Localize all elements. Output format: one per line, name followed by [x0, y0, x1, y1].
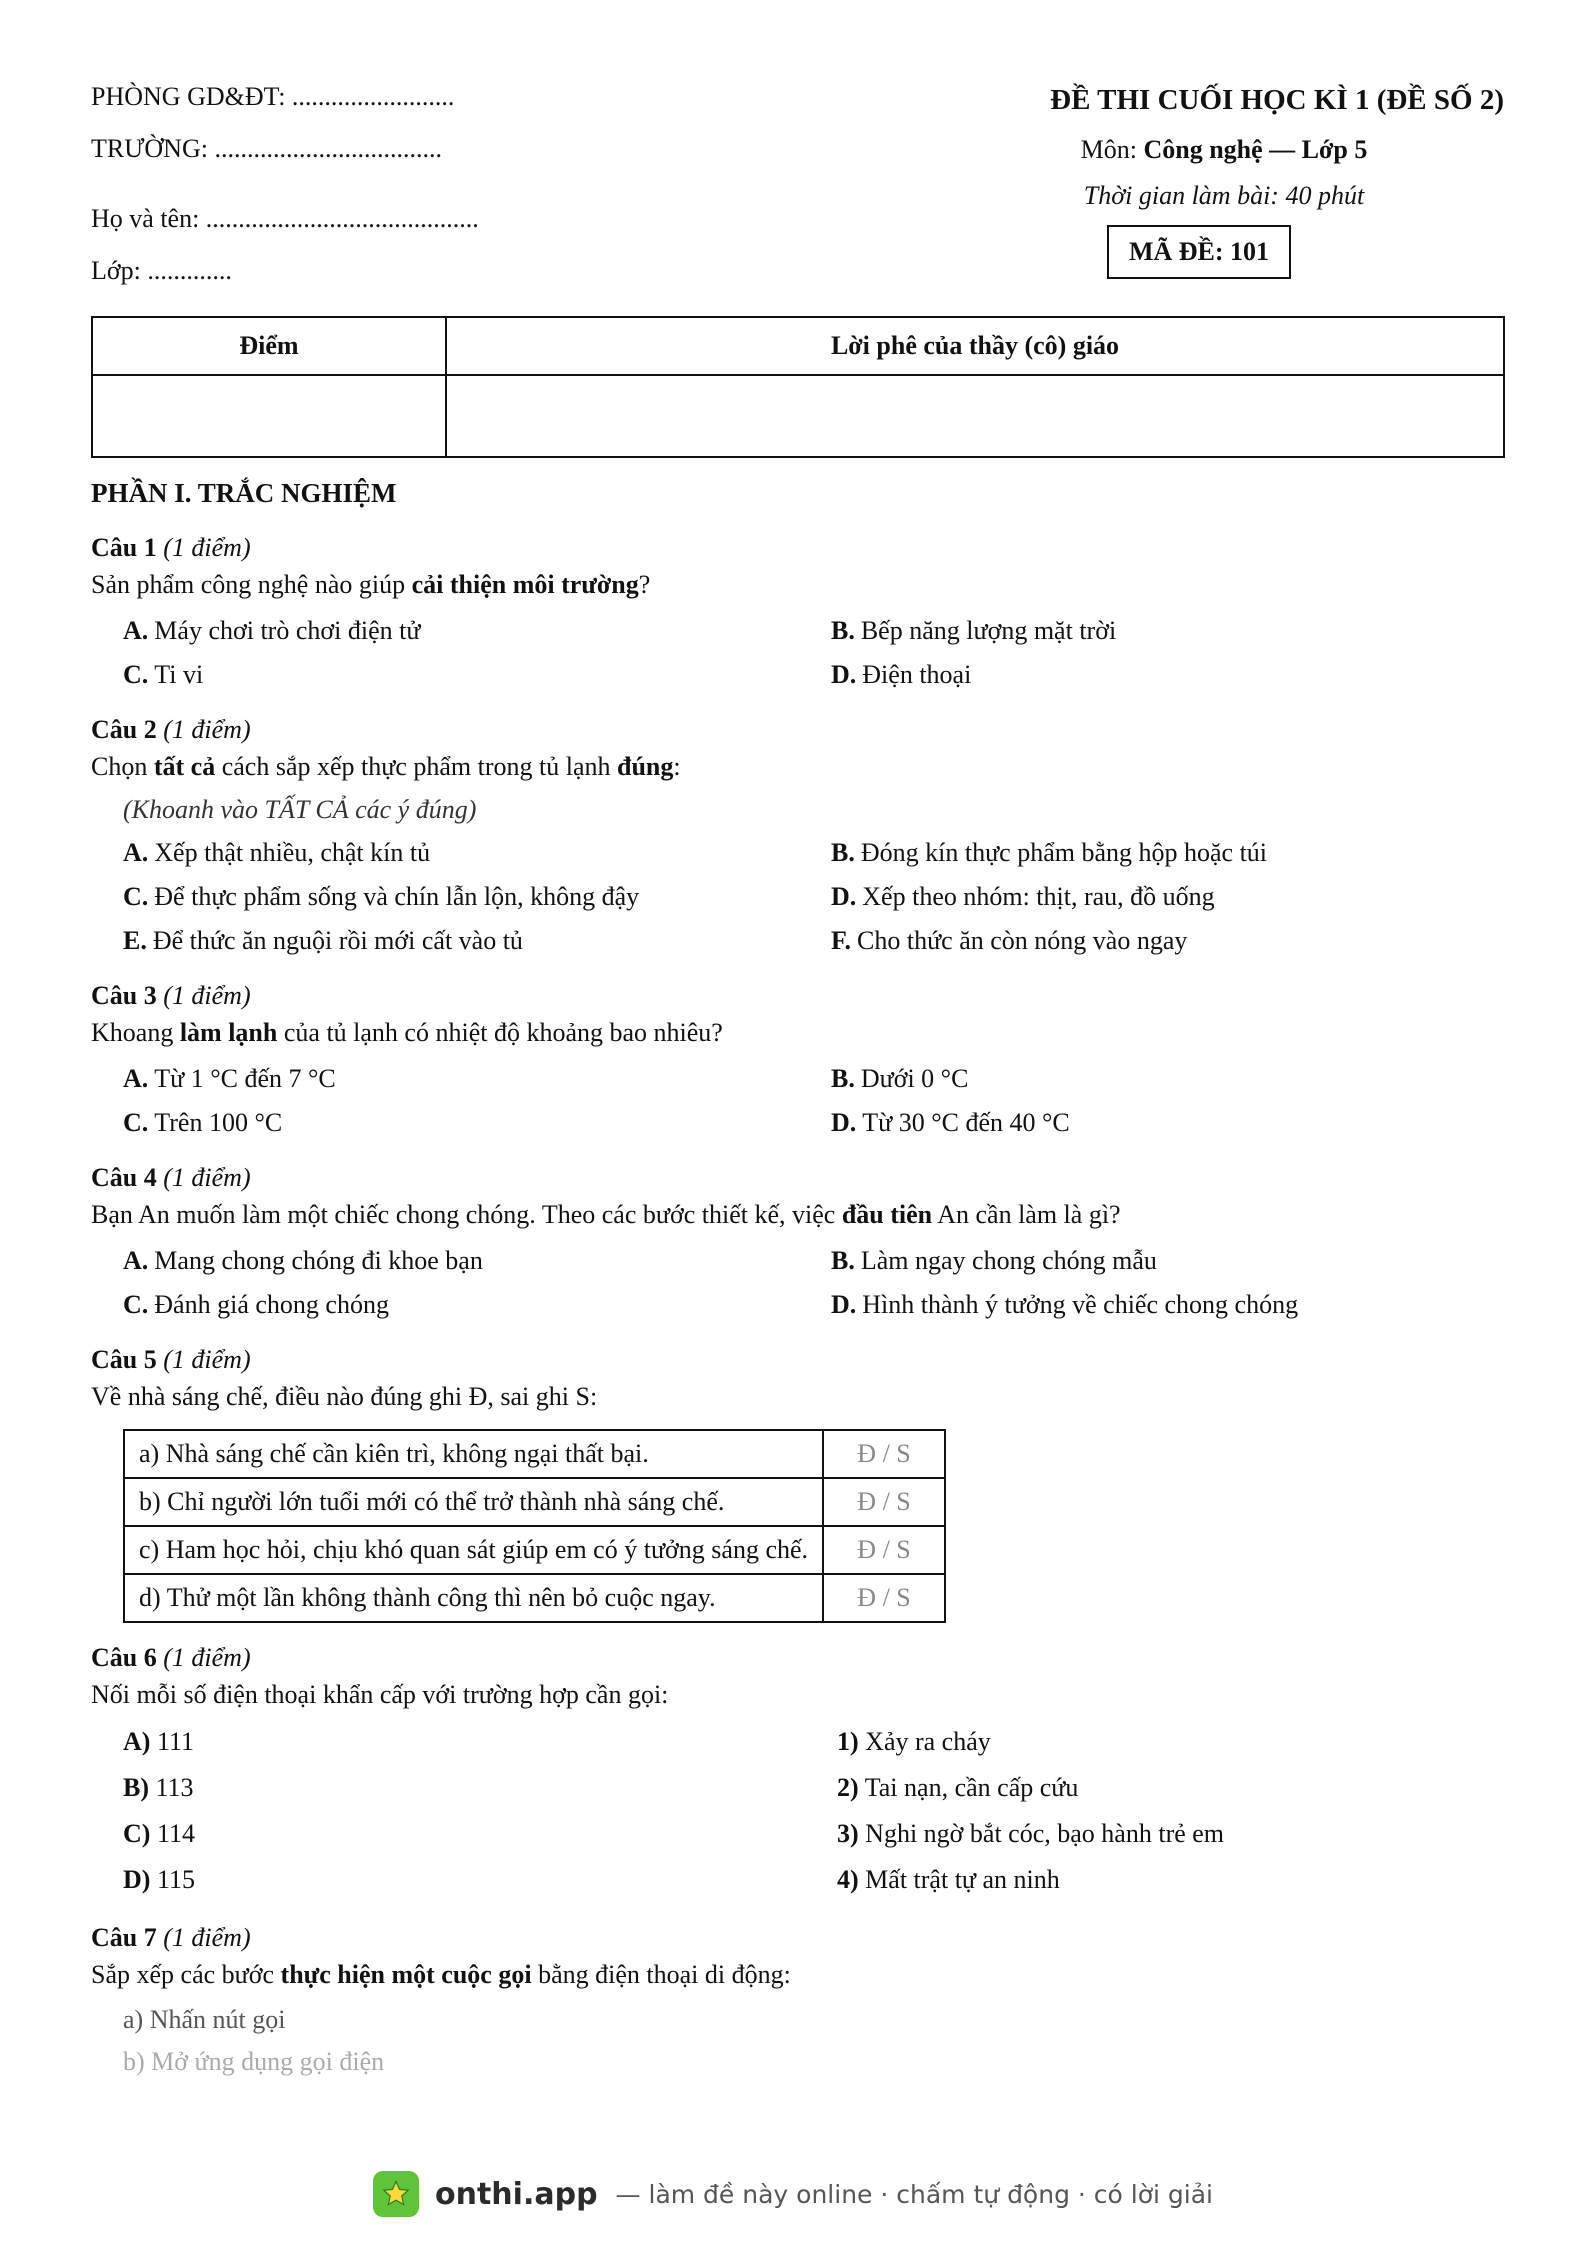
q4-stem-c: An cần làm là gì?: [932, 1200, 1121, 1229]
q3-option-d[interactable]: [831, 1103, 1531, 1143]
statement: b) Chỉ người lớn tuổi mới có thể trở thành nhà sáng chế.: [124, 1478, 823, 1526]
match-text: Mất trật tự an ninh: [865, 1865, 1060, 1894]
q4-title: Câu 4: [91, 1163, 157, 1192]
q3-option-a[interactable]: [123, 1059, 831, 1099]
exam-code: MÃ ĐỀ: 101: [1107, 225, 1291, 279]
option-text: Để thức ăn nguội rồi mới cất vào tủ: [152, 926, 523, 955]
q2-stem-d: đúng: [617, 752, 674, 781]
score-cell[interactable]: [92, 375, 446, 457]
q3-title: Câu 3: [91, 981, 157, 1010]
statement: c) Ham học hỏi, chịu khó quan sát giúp em có ý tưởng sáng chế.: [124, 1526, 823, 1574]
q3-options: [91, 1059, 1511, 1143]
q4-option-c[interactable]: [123, 1285, 831, 1325]
table-row: [124, 1430, 945, 1478]
match-text: Nghi ngờ bắt cóc, bạo hành trẻ em: [865, 1819, 1225, 1848]
q7-title: Câu 7: [91, 1923, 157, 1952]
option-key: C.: [123, 882, 149, 911]
match-text: 113: [155, 1773, 194, 1802]
q2-points: (1 điểm): [163, 715, 251, 744]
q6-stem: Nối mỗi số điện thoại khẩn cấp với trường hợp cần gọi:: [91, 1680, 669, 1709]
q2-stem: [91, 747, 1511, 787]
statement: d) Thử một lần không thành công thì nên bỏ cuộc ngay.: [124, 1574, 823, 1622]
q7-stem: [91, 1955, 1511, 1995]
q5-stem: Về nhà sáng chế, điều nào đúng ghi Đ, sai ghi S:: [91, 1382, 598, 1411]
option-text: Dưới 0 °C: [860, 1064, 969, 1093]
question-3: [91, 979, 1511, 1143]
match-text: 111: [156, 1727, 195, 1756]
hoten-field: Họ và tên: ..........................................: [91, 204, 479, 233]
match-key: 2): [837, 1773, 859, 1802]
table-row: [124, 1478, 945, 1526]
question-5: [91, 1343, 1511, 1623]
score-header: Điểm: [92, 317, 446, 375]
q2-option-e[interactable]: [123, 921, 831, 961]
q5-title: Câu 5: [91, 1345, 157, 1374]
match-text: 114: [156, 1819, 195, 1848]
statement: a) Nhà sáng chế cần kiên trì, không ngại thất bại.: [124, 1430, 823, 1478]
option-text: Cho thức ăn còn nóng vào ngay: [857, 926, 1188, 955]
comment-header: Lời phê của thầy (cô) giáo: [446, 317, 1504, 375]
q3-stem-b: làm lạnh: [179, 1018, 278, 1047]
question-1: [91, 531, 1511, 695]
option-text: Từ 30 °C đến 40 °C: [862, 1108, 1070, 1137]
q2-option-a[interactable]: [123, 833, 831, 873]
option-text: Làm ngay chong chóng mẫu: [860, 1246, 1157, 1275]
option-key: C.: [123, 1290, 149, 1319]
q6-title: Câu 6: [91, 1643, 157, 1672]
option-key: D.: [831, 1290, 857, 1319]
option-text: Từ 1 °C đến 7 °C: [154, 1064, 336, 1093]
section-title: PHẦN I. TRẮC NGHIỆM: [91, 478, 397, 508]
q1-title: Câu 1: [91, 533, 157, 562]
option-key: B.: [831, 616, 855, 645]
match-key: 3): [837, 1819, 859, 1848]
footer-tagline: — làm đề này online · chấm tự động · có lời giải: [615, 2179, 1213, 2209]
true-false-mark[interactable]: Đ / S: [823, 1526, 945, 1574]
question-7: [91, 1921, 1511, 2083]
q4-option-a[interactable]: [123, 1241, 831, 1281]
lop-field: Lớp: .............: [91, 256, 232, 285]
footer-banner[interactable]: [0, 2160, 1586, 2228]
option-key: D.: [831, 882, 857, 911]
true-false-mark[interactable]: Đ / S: [823, 1430, 945, 1478]
match-left-a[interactable]: [123, 1719, 837, 1765]
step-item[interactable]: b) Mở ứng dụng gọi điện: [123, 2047, 385, 2076]
match-left-b[interactable]: [123, 1765, 837, 1811]
q7-points: (1 điểm): [163, 1923, 251, 1952]
option-text: Xếp theo nhóm: thịt, rau, đồ uống: [862, 882, 1215, 911]
q6-points: (1 điểm): [163, 1643, 251, 1672]
q1-option-d[interactable]: [831, 655, 1531, 695]
q2-options: [91, 833, 1511, 961]
exam-content: [91, 478, 1511, 2083]
option-key: B.: [831, 838, 855, 867]
match-key: B): [123, 1773, 149, 1802]
q1-stem-a: Sản phẩm công nghệ nào giúp: [91, 570, 412, 599]
q1-stem-b: cải thiện môi trường: [411, 570, 639, 599]
option-key: A.: [123, 616, 149, 645]
option-text: Để thực phẩm sống và chín lẫn lộn, không đậy: [154, 882, 640, 911]
option-key: A.: [123, 1064, 149, 1093]
option-key: A.: [123, 838, 149, 867]
q1-points: (1 điểm): [163, 533, 251, 562]
option-text: Mang chong chóng đi khoe bạn: [154, 1246, 483, 1275]
q1-options: [91, 611, 1511, 695]
match-key: 4): [837, 1865, 859, 1894]
q4-stem: [91, 1195, 1511, 1235]
match-right-1[interactable]: [837, 1719, 1537, 1765]
q4-option-b[interactable]: [831, 1241, 1531, 1281]
q1-stem: [91, 565, 1511, 605]
option-key: D.: [831, 1108, 857, 1137]
q2-option-d[interactable]: [831, 877, 1531, 917]
q3-points: (1 điểm): [163, 981, 251, 1010]
question-2: [91, 713, 1511, 961]
q6-matching: [91, 1719, 1511, 1903]
q4-option-d[interactable]: [831, 1285, 1531, 1325]
q7-steps: [91, 1999, 1511, 2083]
option-text: Máy chơi trò chơi điện tử: [154, 616, 421, 645]
q2-stem-b: tất cả: [153, 752, 216, 781]
table-row: [124, 1574, 945, 1622]
step-item[interactable]: a) Nhấn nút gọi: [123, 2005, 286, 2034]
option-key: E.: [123, 926, 147, 955]
option-text: Xếp thật nhiều, chật kín tủ: [154, 838, 431, 867]
table-row: [124, 1526, 945, 1574]
q2-stem-e: :: [673, 752, 681, 781]
q3-option-c[interactable]: [123, 1103, 831, 1143]
q1-option-a[interactable]: [123, 611, 831, 651]
q7-stem-c: bằng điện thoại di động:: [531, 1960, 791, 1989]
q7-stem-a: Sắp xếp các bước: [91, 1960, 281, 1989]
true-false-mark[interactable]: Đ / S: [823, 1574, 945, 1622]
option-text: Hình thành ý tưởng về chiếc chong chóng: [862, 1290, 1299, 1319]
q2-title: Câu 2: [91, 715, 157, 744]
question-6: [91, 1641, 1511, 1903]
exam-title: ĐỀ THI CUỐI HỌC KÌ 1 (ĐỀ SỐ 2): [1050, 84, 1504, 116]
q4-points: (1 điểm): [163, 1163, 251, 1192]
truong-field: TRƯỜNG: ...................................: [91, 134, 442, 163]
option-key: A.: [123, 1246, 149, 1275]
comment-cell[interactable]: [446, 375, 1504, 457]
exam-subject: [944, 135, 1504, 165]
q1-option-b[interactable]: [831, 611, 1531, 651]
subject-name: Công nghệ — Lớp 5: [1143, 135, 1368, 164]
match-key: D): [123, 1865, 151, 1894]
match-text: Xảy ra cháy: [865, 1727, 991, 1756]
q7-stem-b: thực hiện một cuộc gọi: [280, 1960, 532, 1989]
option-text: Đánh giá chong chóng: [154, 1290, 389, 1319]
match-text: 115: [156, 1865, 195, 1894]
q4-options: [91, 1241, 1511, 1325]
match-key: 1): [837, 1727, 859, 1756]
match-key: C): [123, 1819, 151, 1848]
question-4: [91, 1161, 1511, 1325]
match-right-3[interactable]: [837, 1811, 1537, 1857]
option-key: B.: [831, 1064, 855, 1093]
q5-points: (1 điểm): [163, 1345, 251, 1374]
subject-prefix: Môn:: [1080, 135, 1144, 164]
q2-option-f[interactable]: [831, 921, 1531, 961]
score-table: [91, 316, 1505, 458]
match-text: Tai nạn, cần cấp cứu: [864, 1773, 1079, 1802]
onthi-logo-icon: [373, 2171, 419, 2217]
option-text: Đóng kín thực phẩm bằng hộp hoặc túi: [860, 838, 1268, 867]
q3-option-b[interactable]: [831, 1059, 1531, 1099]
match-right-4[interactable]: [837, 1857, 1537, 1903]
q2-option-b[interactable]: [831, 833, 1531, 873]
match-left-c[interactable]: [123, 1811, 837, 1857]
header-right: [944, 84, 1504, 279]
q2-option-c[interactable]: [123, 877, 831, 917]
q2-note: (Khoanh vào TẤT CẢ các ý đúng): [123, 795, 477, 824]
exam-time: Thời gian làm bài: 40 phút: [1083, 181, 1365, 210]
q1-stem-c: ?: [638, 570, 651, 599]
match-left-d[interactable]: [123, 1857, 837, 1903]
option-key: B.: [831, 1246, 855, 1275]
option-key: C.: [123, 1108, 149, 1137]
option-text: Bếp năng lượng mặt trời: [860, 616, 1117, 645]
option-key: D.: [831, 660, 857, 689]
q5-table: [123, 1429, 946, 1623]
option-text: Trên 100 °C: [154, 1108, 283, 1137]
phong-field: PHÒNG GD&ĐT: .........................: [91, 82, 455, 111]
option-text: Điện thoại: [862, 660, 972, 689]
option-text: Ti vi: [154, 660, 204, 689]
match-right-2[interactable]: [837, 1765, 1537, 1811]
match-key: A): [123, 1727, 151, 1756]
footer-brand[interactable]: onthi.app: [435, 2176, 598, 2212]
q4-stem-b: đầu tiên: [841, 1200, 933, 1229]
option-key: F.: [831, 926, 851, 955]
q4-stem-a: Bạn An muốn làm một chiếc chong chóng. Theo các bước thiết kế, việc: [91, 1200, 842, 1229]
q2-stem-a: Chọn: [91, 752, 154, 781]
q3-stem: [91, 1013, 1511, 1053]
q2-stem-c: cách sắp xếp thực phẩm trong tủ lạnh: [215, 752, 618, 781]
q3-stem-c: của tủ lạnh có nhiệt độ khoảng bao nhiêu?: [277, 1018, 723, 1047]
q1-option-c[interactable]: [123, 655, 831, 695]
option-key: C.: [123, 660, 149, 689]
q3-stem-a: Khoang: [91, 1018, 180, 1047]
true-false-mark[interactable]: Đ / S: [823, 1478, 945, 1526]
